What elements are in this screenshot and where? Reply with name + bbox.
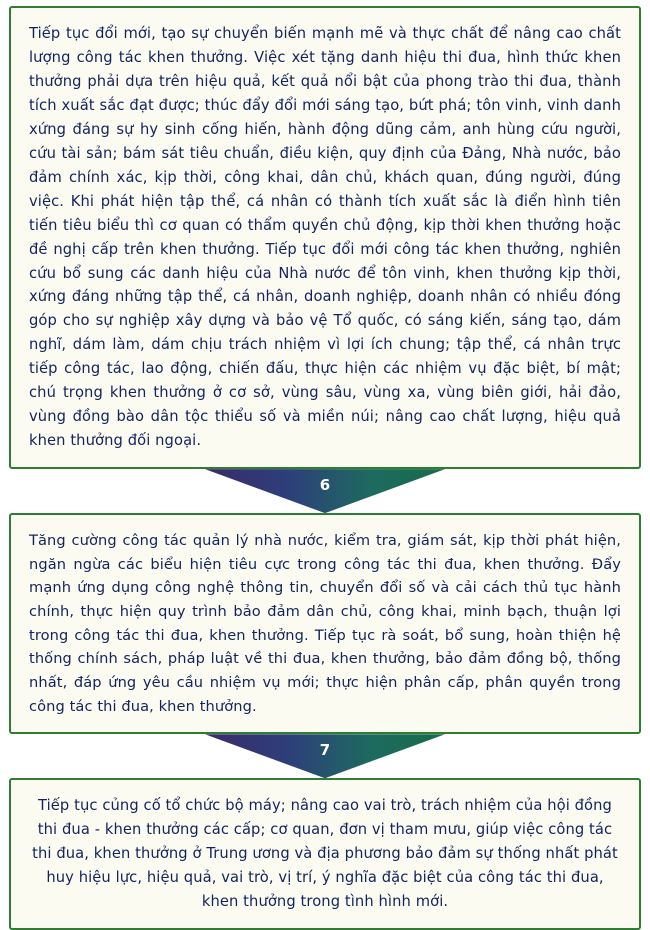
connector-6-wrap [9,469,641,513]
connector-7-number: 7 [319,741,331,760]
section-card-6-text: Tăng cường công tác quản lý nhà nước, kiểm tra, giám sát, kịp thời phát hiện, ngăn ngừa các biểu hiện tiêu cực trong công tác thi đua, khen thưởng. Đẩy mạnh ứng dụng công nghệ thông tin, chuyển đổi số và cải cách thủ tục hành chính, thực hiện quy trình bảo đảm dân chủ, công khai, minh bạch, thuận lợi trong công tác thi đua, khen thưởng. Tiếp tục rà soát, bổ sung, hoàn thiện hệ thống chính sách, pháp luật về thi đua, khen thưởng, bảo đảm đồng bộ, thống nhất, đáp ứng yêu cầu nhiệm vụ mới; thực hiện phân cấp, phân quyền trong công tác thi đua, khen thưởng. [29,532,621,715]
section-card-6 [9,513,641,734]
section-card-7 [9,778,641,930]
section-card-7-text: Tiếp tục củng cố tổ chức bộ máy; nâng cao vai trò, trách nhiệm của hội đồng thi đua - khen thưởng các cấp; cơ quan, đơn vị tham mưu, giúp việc công tác thi đua, khen thưởng ở Trung ương và địa phương bảo đảm sự thống nhất phát huy hiệu lực, hiệu quả, vai trò, vị trí, ý nghĩa đặc biệt của công tác thi đua, khen thưởng trong tình hình mới. [32,797,618,911]
section-card-5-text: Tiếp tục đổi mới, tạo sự chuyển biến mạnh mẽ và thực chất để nâng cao chất lượng công tác khen thưởng. Việc xét tặng danh hiệu thi đua, hình thức khen thưởng phải dựa trên hiệu quả, kết quả nổi bật của phong trào thi đua, thành tích xuất sắc đạt được; thúc đẩy đổi mới sáng tạo, bứt phá; tôn vinh, vinh danh xứng đáng sự hy sinh cống hiến, hành động dũng cảm, anh hùng cứu người, cứu tài sản; bám sát tiêu chuẩn, điều kiện, quy định của Đảng, Nhà nước, bảo đảm chính xác, kịp thời, công khai, dân chủ, khách quan, đúng người, đúng việc. Khi phát hiện tập thể, cá nhân có thành tích xuất sắc là điển hình tiên tiến tiêu biểu thì cơ quan có thẩm quyền chủ động, kịp thời khen thưởng hoặc đề nghị cấp trên khen thưởng. Tiếp tục đổi mới công tác khen thưởng, nghiên cứu bổ sung các danh hiệu của Nhà nước để tôn vinh, khen thưởng kịp thời, xứng đáng những tập thể, cá nhân, doanh nghiệp, doanh nhân có nhiều đóng góp cho sự nghiệp xây dựng và bảo vệ Tổ quốc, có sáng kiến, sáng tạo, dám nghĩ, dám làm, dám chịu trách nhiệm vì lợi ích chung; tập thể, cá nhân trực tiếp công tác, lao động, chiến đấu, thực hiện các nhiệm vụ đặc biệt, bí mật; chú trọng khen thưởng ở cơ sở, vùng sâu, vùng xa, vùng biên giới, hải đảo, vùng đồng bào dân tộc thiểu số và miền núi; nâng cao chất lượng, hiệu quả khen thưởng đối ngoại. [29,25,621,450]
section-card-5 [9,6,641,469]
connector-6-number: 6 [319,476,331,495]
down-arrow-icon [205,469,445,513]
down-arrow-icon [205,734,445,778]
connector-7-wrap [9,734,641,778]
